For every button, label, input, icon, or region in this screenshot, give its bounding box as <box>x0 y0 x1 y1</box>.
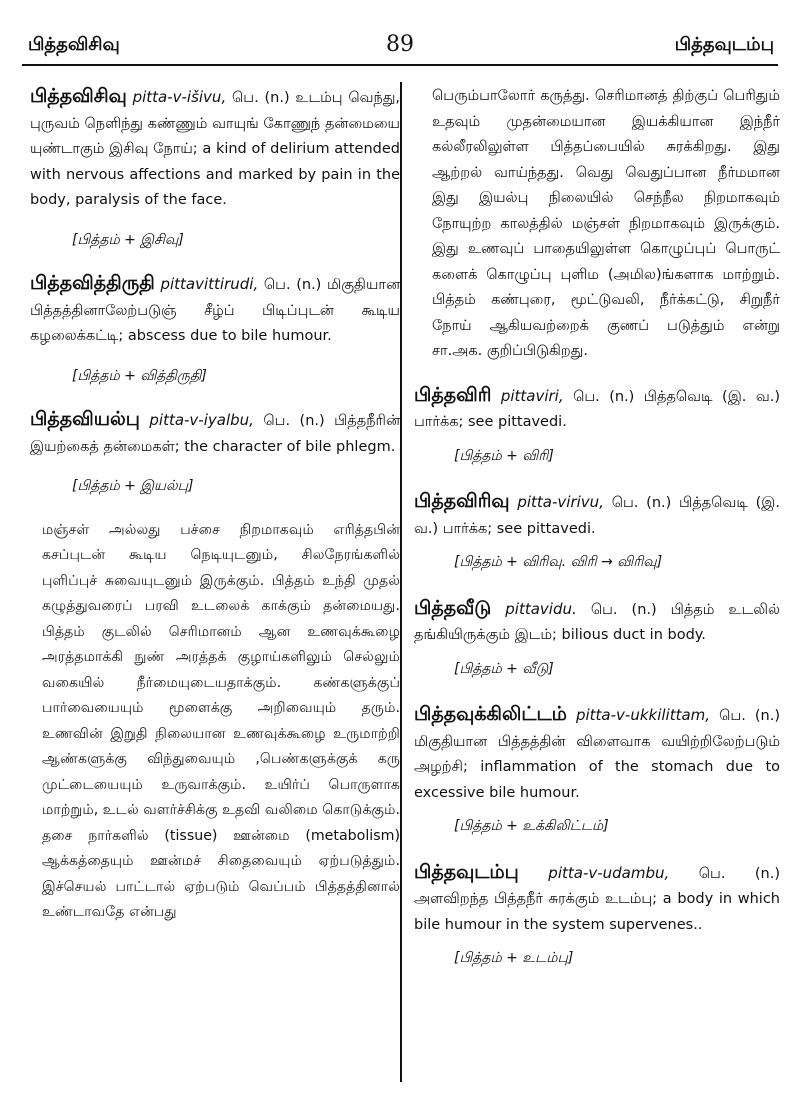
dictionary-entry <box>414 489 780 542</box>
entry-transliteration: pitta-v-udambu, <box>548 863 670 882</box>
entry-commentary-continued: பெரும்பாலோர் கருத்து. செரிமானத் திற்குப் பெரிதும் உதவும் முதன்மையான இயக்கியான இந்நீர் கல்லீரலிலுள்ள பித்தப்பையில் சுரக்கிறது. இது ஆற்றல் வாய்ந்தது. வெது வெதுப்பான நீர்மமான இது இயல்பு நிலையில் செந்நீல நிறமாகவும் நோயுற்ற காலத்தில் மஞ்சள் நிறமாகவும் இருக்கும். இது உணவுப் பாதையிலுள்ள கொழுப்புப் பொருட் களைக் கொழுப்பு புளிம (அமில)ங்களாக மாற்றும். பித்தம் கண்புரை, மூட்டுவலி, நீர்க்கட்டு, சிறுநீர் நோய் ஆகியவற்றைக் குணப் படுத்தும் என்று சா.அக. குறிப்பிடுகிறது. <box>432 88 780 359</box>
entry-definition: பெ. (n.) மிகுதியான பித்தத்தினாலேற்படுஞ் சீழ்ப் பிடிப்புடன் கூடிய கழலைக்கட்டி; abscess due to bile humour. <box>30 277 401 344</box>
page-number: 89 <box>386 32 414 57</box>
entry-transliteration: pitta-v-ukkilittam, <box>575 706 711 724</box>
entry-headword: பித்தவிசிவு <box>30 85 127 107</box>
entry-etymology: [பித்தம் + உடம்பு] <box>454 950 574 966</box>
column-divider <box>400 82 402 1082</box>
entry-etymology: [பித்தம் + விரி] <box>454 447 554 464</box>
dictionary-entry <box>414 383 780 436</box>
entry-definition: பெ. (n.) பித்தவெடி (இ. வ.) பார்க்க; see pittavedi. <box>414 388 780 430</box>
entry-transliteration: pittaviri, <box>500 386 564 405</box>
header-left-guide-word: பித்தவிசிவு <box>28 34 120 55</box>
entry-headword: பித்தவுடம்பு <box>414 860 519 883</box>
entry-headword: பித்தவியல்பு <box>30 408 140 430</box>
entry-headword: பித்தவுக்கிலிட்டம் <box>414 703 567 725</box>
entry-transliteration: pittavittirudi, <box>160 275 259 293</box>
entry-definition: பெ. (n.) அளவிறந்த பித்தநீர் சுரக்கும் உடம்பு; a body in which bile humour in the system supervenes.. <box>414 865 781 933</box>
entry-transliteration: pitta-v-iyalbu, <box>149 411 254 429</box>
entry-definition: பெ. (n.) உடம்பு வெந்து, புருவம் நெளிந்து கண்ணும் வாயுங் கோணுந் தன்மையை யுண்டாகும் இசிவு நோய்; a kind of delirium attended with nervous affections and marked by pain in the body, paralysis of the face. <box>30 90 400 208</box>
entry-etymology: [பித்தம் + விரிவு. விரி → விரிவு] <box>454 554 663 570</box>
entry-definition: பெ. (n.) பித்தநீரின் இயற்கைத் தன்மைகள்; the character of bile phlegm. <box>30 413 401 455</box>
dictionary-entry <box>30 84 400 214</box>
entry-transliteration: pitta-v-išivu, <box>132 88 227 106</box>
entry-headword: பித்தவிரி <box>414 383 492 406</box>
entry-transliteration: pittavidu. <box>505 599 577 618</box>
entry-definition: பெ. (n.) மிகுதியான பித்தத்தின் விளைவாக வயிற்றிலேற்படும் அழற்சி; inflammation of the stomach due to excessive bile humour. <box>414 708 781 801</box>
right-column <box>414 84 780 992</box>
entry-headword: பித்தவித்திருதி <box>30 272 155 294</box>
entry-transliteration: pitta-virivu, <box>517 493 604 511</box>
entry-etymology: [பித்தம் + இயல்பு] <box>72 478 194 494</box>
entry-etymology: [பித்தம் + இசிவு] <box>72 231 184 248</box>
dictionary-entry <box>30 407 400 460</box>
entry-definition: பெ. (n.) பித்தம் உடலில் தங்கியிருக்கும் இடம்; bilious duct in body. <box>414 601 781 643</box>
dictionary-entry <box>414 596 780 649</box>
entry-definition: பெ. (n.) பித்தவெடி (இ. வ.) பார்க்க; see pittavedi. <box>414 495 781 537</box>
header-right-guide-word: பித்தவுடம்பு <box>674 34 774 55</box>
entry-headword: பித்தவீடு <box>414 596 492 619</box>
dictionary-entry <box>414 860 780 939</box>
entry-etymology: [பித்தம் + வித்திருதி] <box>72 367 207 384</box>
dictionary-entry <box>414 702 780 806</box>
entry-headword: பித்தவிரிவு <box>414 490 510 512</box>
entry-etymology: [பித்தம் + வீடு] <box>454 660 554 677</box>
entry-commentary: மஞ்சள் அல்லது பச்சை நிறமாகவும் எரித்தபின் கசப்புடன் கூடிய நெடியுடனும், சிலநேரங்களில் புளிப்புச் சுவையுடனும் இருக்கும். பித்தம் உந்தி முதல் கழுத்துவரைப் பரவி உடலைக் காக்கும் தன்மையது. பித்தம் குடலில் செரிமானம் ஆன உணவுக்கூழை அரத்தமாக்கி நுண் அரத்தக் குழாய்களிலும் செல்லும் வகையில் நீர்மையுடையதாக்கும். கண்களுக்குப் பார்வையையும் மூளைக்கு அறிவையும் தரும். உணவின் இறுதி நிலையான உணவுக்கூழை உருமாற்றி ஆண்களுக்கு விந்துவையும் ,பெண்களுக்குக் கரு முட்டையையும் உருவாக்கும். உயிர்ப் பொருளாக மாற்றும், உடல் வளர்ச்சிக்கு உதவி வலிமை கொடுக்கும். தசை நார்களில் (tissue) ஊன்மை (metabolism) ஆக்கத்தையும் ஊன்மச் சிதைவையும் ஏற்படுத்தும். இச்செயல் பாட்டால் ஏற்படும் வெப்பம் பித்தத்தினால் உண்டாவதே என்பது <box>42 521 400 920</box>
dictionary-entry <box>30 271 400 350</box>
page-header <box>22 30 778 66</box>
entry-etymology: [பித்தம் + உக்கிலிட்டம்] <box>454 818 609 834</box>
left-column <box>30 84 400 926</box>
